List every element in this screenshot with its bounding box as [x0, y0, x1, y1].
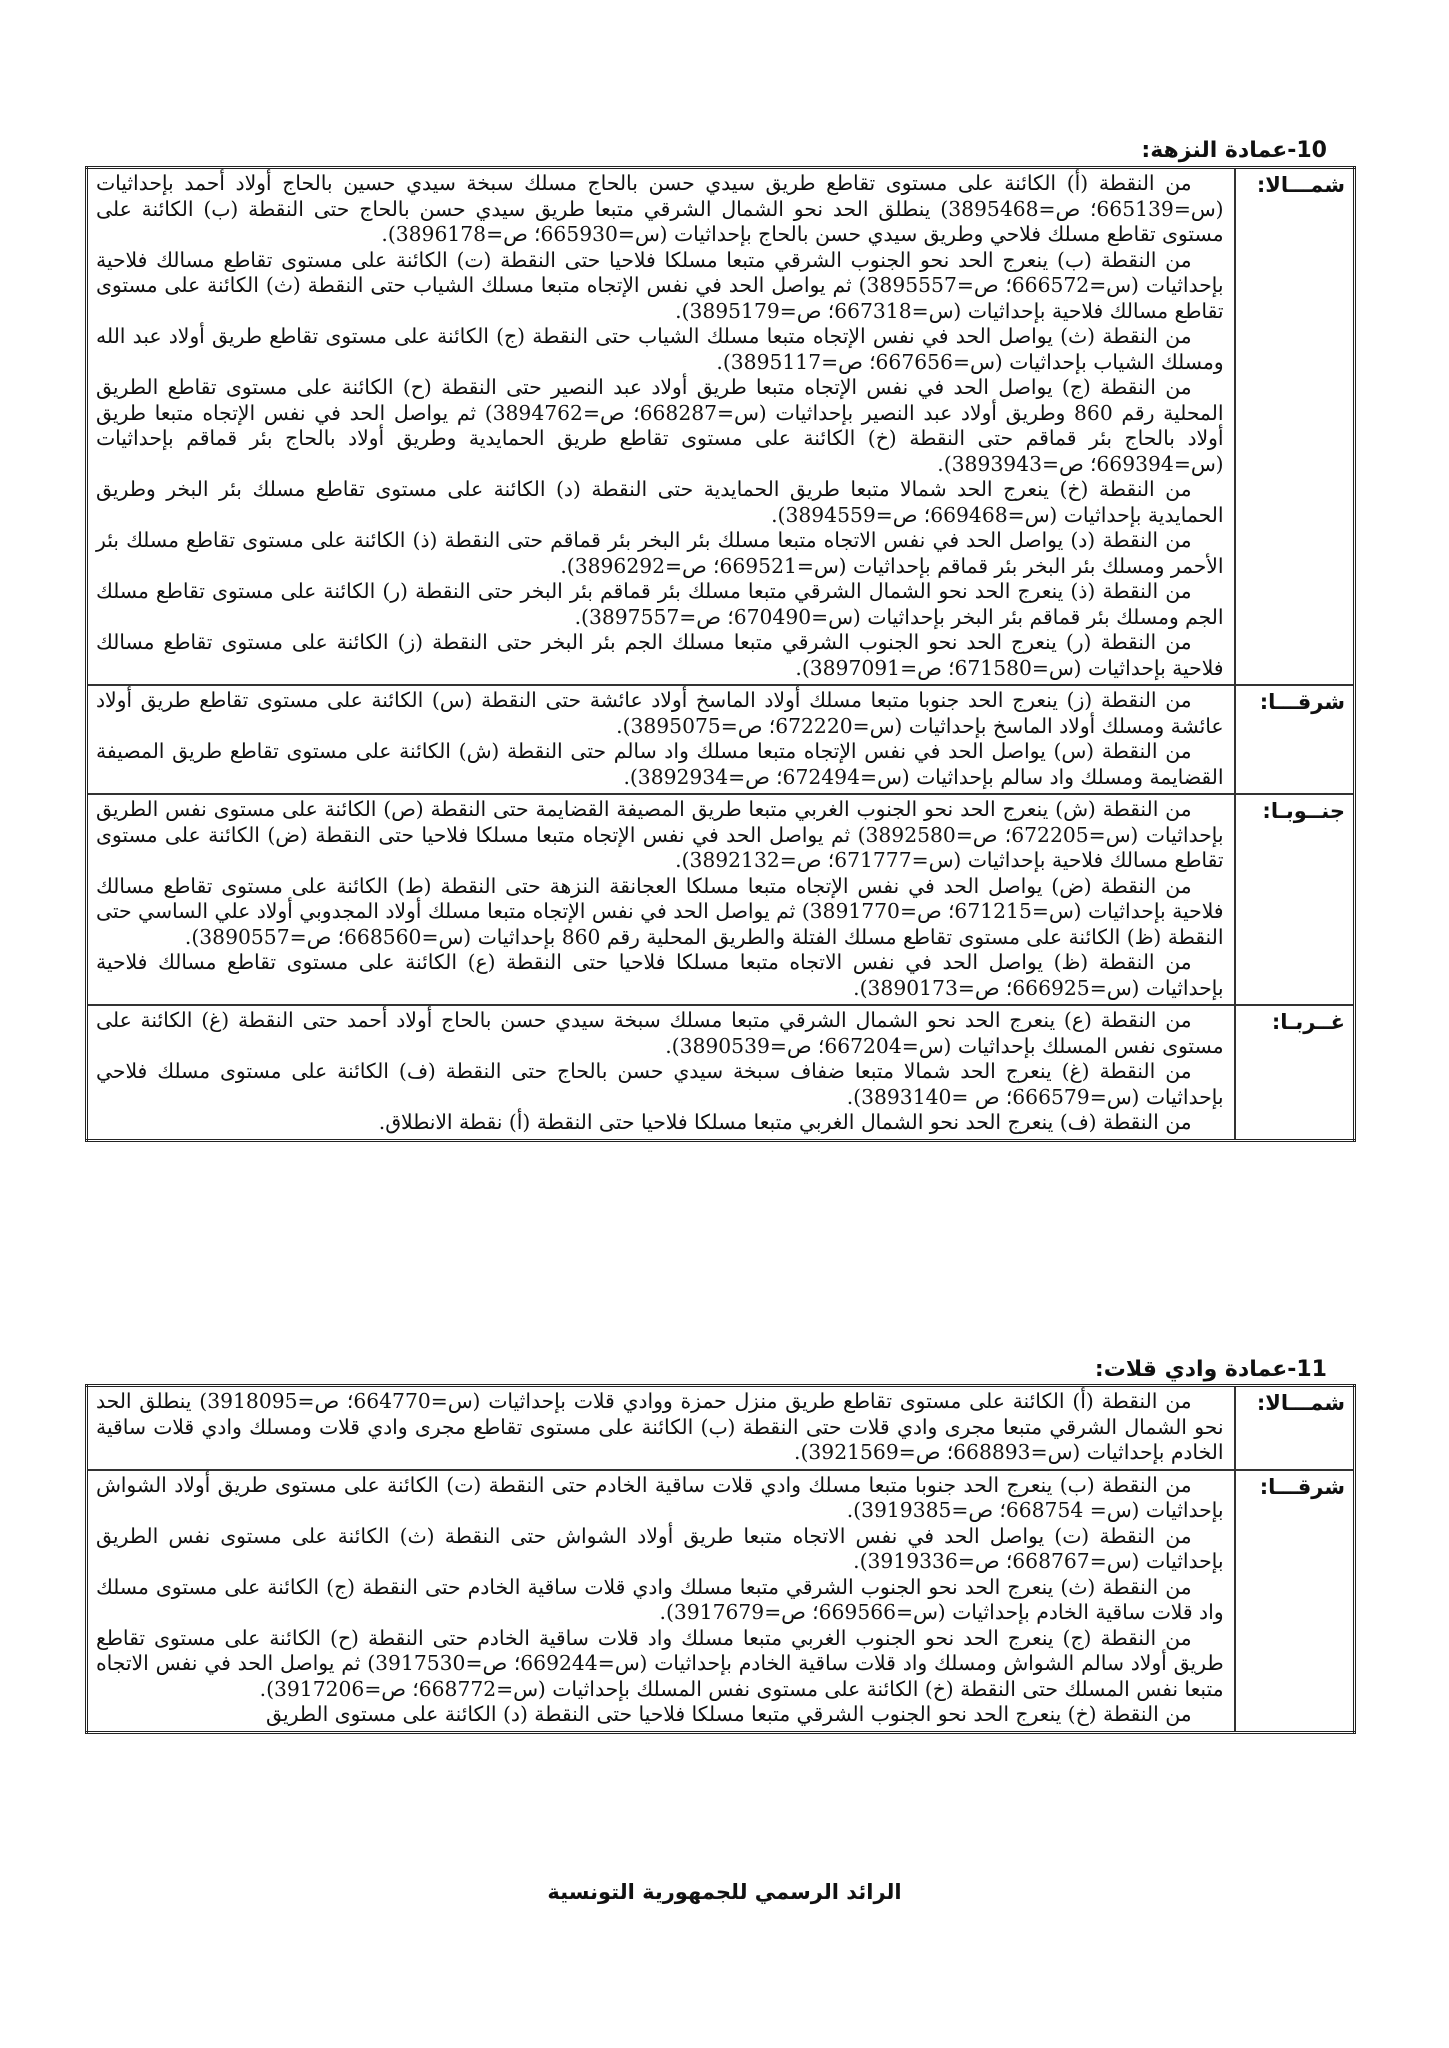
direction-label: شرقـــا:: [1235, 685, 1355, 794]
table-row: [87, 168, 1355, 686]
paragraph: من النقطة (خ) ينعرج الحد نحو الجنوب الشرقي متبعا مسلكا فلاحيا حتى النقطة (د) الكائنة على مستوى الطريق: [266, 1702, 1192, 1726]
boundary-description: [87, 1386, 1235, 1470]
paragraph: من النقطة (أ) الكائنة على مستوى تقاطع طريق منزل حمزة ووادي قلات بإحداثيات (س=664770؛ ص=3918095) ينطلق الحد نحو الشمال الشرقي متبعا مجرى وادي قلات حتى النقطة (ب) الكائنة على مستوى تقاطع مجرى وادي قلات ومسلك وادي قلات ساقية الخادم بإحداثيات (س=668893؛ ص=3921569).: [96, 1389, 1224, 1464]
paragraph: من النقطة (ث) ينعرج الحد نحو الجنوب الشرقي متبعا مسلك وادي قلات ساقية الخادم حتى النقطة (ج) الكائنة على مستوى مسلك واد قلات ساقية الخادم بإحداثيات (س=669566؛ ص=3917679).: [96, 1574, 1224, 1624]
paragraph: من النقطة (ج) ينعرج الحد نحو الجنوب الغربي متبعا مسلك واد قلات ساقية الخادم حتى النقطة (ح) الكائنة على مستوى تقاطع طريق أولاد سالم الشواش ومسلك واد قلات ساقية الخادم بإحداثيات (س=669244؛ ص=3917530) ثم يواصل الحد في نفس الاتجاه متبعا نفس المسلك حتى النقطة (خ) الكائنة على مستوى نفس المسلك بإحداثيات (س=668772؛ ص=3917206).: [96, 1625, 1224, 1701]
direction-label: شمـــالا:: [1235, 1386, 1355, 1470]
boundary-description: [87, 168, 1235, 686]
paragraph: من النقطة (ج) يواصل الحد في نفس الإتجاه متبعا طريق أولاد عبد النصير حتى النقطة (ح) الكائنة على مستوى تقاطع الطريق المحلية رقم 860 وطريق أولاد عبد النصير بإحداثيات (س=668287؛ ص=3894762) ثم يواصل الحد في نفس الإتجاه متبعا طريق أولاد بالحاج بئر قماقم حتى النقطة (خ) الكائنة على مستوى تقاطع طريق الحمايدية وطريق أولاد بالحاج بئر قماقم بإحداثيات (س=669394؛ ص=3893943).: [96, 375, 1224, 476]
boundary-description: [87, 685, 1235, 794]
boundary-description: [87, 1470, 1235, 1733]
paragraph: من النقطة (ت) يواصل الحد في نفس الاتجاه متبعا طريق أولاد الشواش حتى النقطة (ث) الكائنة على مستوى نفس الطريق بإحداثيات (س=668767؛ ص=3919336).: [96, 1523, 1224, 1573]
paragraph: من النقطة (ز) ينعرج الحد جنوبا متبعا مسلك أولاد الماسخ أولاد عائشة حتى النقطة (س) الكائنة على مستوى تقاطع طريق أولاد عائشة ومسلك أولاد الماسخ بإحداثيات (س=672220؛ ص=3895075).: [96, 688, 1224, 738]
page-footer-title: الرائد الرسمي للجمهورية التونسية: [547, 1880, 902, 1904]
paragraph: من النقطة (ب) ينعرج الحد نحو الجنوب الشرقي متبعا مسلكا فلاحيا حتى النقطة (ت) الكائنة على مستوى تقاطع مسالك فلاحية بإحداثيات (س=666572؛ ص=3895557) ثم يواصل الحد في نفس الإتجاه متبعا مسلك الشياب حتى النقطة (ث) الكائنة على مستوى تقاطع مسالك فلاحية بإحداثيات (س=667318؛ ص=3895179).: [96, 247, 1224, 323]
boundary-table: [85, 1384, 1356, 1734]
table-row: [87, 1470, 1355, 1733]
direction-label: جنــوبـا:: [1235, 794, 1355, 1005]
direction-label: شرقـــا:: [1235, 1470, 1355, 1733]
paragraph: من النقطة (غ) ينعرج الحد شمالا متبعا ضفاف سبخة سيدي حسن بالحاج حتى النقطة (ف) الكائنة على مستوى مسلك فلاحي بإحداثيات (س=666579؛ ص =3893140).: [96, 1059, 1224, 1109]
paragraph: من النقطة (ث) يواصل الحد في نفس الإتجاه متبعا مسلك الشياب حتى النقطة (ج) الكائنة على مستوى تقاطع طريق أولاد عبد الله ومسلك الشياب بإحداثيات (س=667656؛ ص=3895117).: [96, 324, 1224, 374]
table-row: [87, 1005, 1355, 1140]
paragraph: من النقطة (أ) الكائنة على مستوى تقاطع طريق سيدي حسن بالحاج مسلك سبخة سيدي حسين بالحاج أولاد أحمد بإحداثيات (س=665139؛ ص=3895468) ينطلق الحد نحو الشمال الشرقي متبعا طريق سيدي حسن بالحاج حتى النقطة (ب) الكائنة على مستوى تقاطع مسلك فلاحي وطريق سيدي حسن بالحاج بإحداثيات (س=665930؛ ص=3896178).: [96, 171, 1224, 246]
table-row: [87, 1386, 1355, 1470]
boundary-description: [87, 1005, 1235, 1140]
direction-label: غــربـا:: [1235, 1005, 1355, 1140]
paragraph: من النقطة (ب) ينعرج الحد جنوبا متبعا مسلك وادي قلات ساقية الخادم حتى النقطة (ت) الكائنة على مستوى طريق أولاد الشواش بإحداثيات (س= 668754؛ ص=3919385).: [96, 1472, 1224, 1522]
paragraph: من النقطة (ف) ينعرج الحد نحو الشمال الغربي متبعا مسلكا فلاحيا حتى النقطة (أ) نقطة الانطلاق.: [378, 1110, 1192, 1134]
paragraph: من النقطة (د) يواصل الحد في نفس الاتجاه متبعا مسلك بئر البخر بئر قماقم حتى النقطة (ذ) الكائنة على مستوى تقاطع مسلك بئر الأحمر ومسلك بئر البخر بئر قماقم بإحداثيات (س=669521؛ ص=3896292).: [96, 528, 1224, 578]
paragraph: من النقطة (ش) ينعرج الحد نحو الجنوب الغربي متبعا طريق المصيفة القضايمة حتى النقطة (ص) الكائنة على مستوى نفس الطريق بإحداثيات (س=672205؛ ص=3892580) ثم يواصل الحد في نفس الإتجاه متبعا مسلكا فلاحيا حتى النقطة (ض) الكائنة على مستوى تقاطع مسالك فلاحية بإحداثيات (س=671777؛ ص=3892132).: [96, 797, 1224, 872]
paragraph: من النقطة (س) يواصل الحد في نفس الإتجاه متبعا مسلك واد سالم حتى النقطة (ش) الكائنة على مستوى تقاطع طريق المصيفة القضايمة ومسلك واد سالم بإحداثيات (س=672494؛ ص=3892934).: [96, 739, 1224, 789]
paragraph: من النقطة (ر) ينعرج الحد نحو الجنوب الشرقي متبعا مسلك الجم بئر البخر حتى النقطة (ز) الكائنة على مستوى تقاطع مسالك فلاحية بإحداثيات (س=671580؛ ص=3897091).: [96, 630, 1224, 680]
table-row: [87, 685, 1355, 794]
direction-label: شمـــالا:: [1235, 168, 1355, 686]
paragraph: من النقطة (ظ) يواصل الحد في نفس الاتجاه متبعا مسلكا فلاحيا حتى النقطة (ع) الكائنة على مستوى تقاطع مسالك فلاحية بإحداثيات (س=666925؛ ص=3890173).: [96, 950, 1224, 1000]
section-title: 11-عمادة وادي قلات:: [1094, 1357, 1327, 1382]
paragraph: من النقطة (ع) ينعرج الحد نحو الشمال الشرقي متبعا مسلك سبخة سيدي حسن بالحاج أولاد أحمد حتى النقطة (غ) الكائنة على مستوى نفس المسلك بإحداثيات (س=667204؛ ص=3890539).: [96, 1008, 1224, 1058]
table-row: [87, 794, 1355, 1005]
section-title: 10-عمادة النزهة:: [1141, 138, 1327, 163]
boundary-table: [85, 166, 1356, 1142]
paragraph: من النقطة (خ) ينعرج الحد شمالا متبعا طريق الحمايدية حتى النقطة (د) الكائنة على مستوى تقاطع مسلك بئر البخر وطريق الحمايدية بإحداثيات (س=669468؛ ص=3894559).: [96, 477, 1224, 527]
paragraph: من النقطة (ض) يواصل الحد في نفس الإتجاه متبعا مسلكا العجانقة النزهة حتى النقطة (ط) الكائنة على مستوى تقاطع مسالك فلاحية بإحداثيات (س=671215؛ ص=3891770) ثم يواصل الحد في نفس الإتجاه متبعا مسلك أولاد المجدوبي أولاد علي الساسي حتى النقطة (ظ) الكائنة على مستوى تقاطع مسلك الفتلة والطريق المحلية رقم 860 بإحداثيات (س=668560؛ ص=3890557).: [96, 873, 1224, 949]
boundary-description: [87, 794, 1235, 1005]
paragraph: من النقطة (ذ) ينعرج الحد نحو الشمال الشرقي متبعا مسلك بئر قماقم بئر البخر حتى النقطة (ر) الكائنة على مستوى تقاطع مسلك الجم ومسلك بئر قماقم بئر البخر بإحداثيات (س=670490؛ ص=3897557).: [96, 579, 1224, 629]
